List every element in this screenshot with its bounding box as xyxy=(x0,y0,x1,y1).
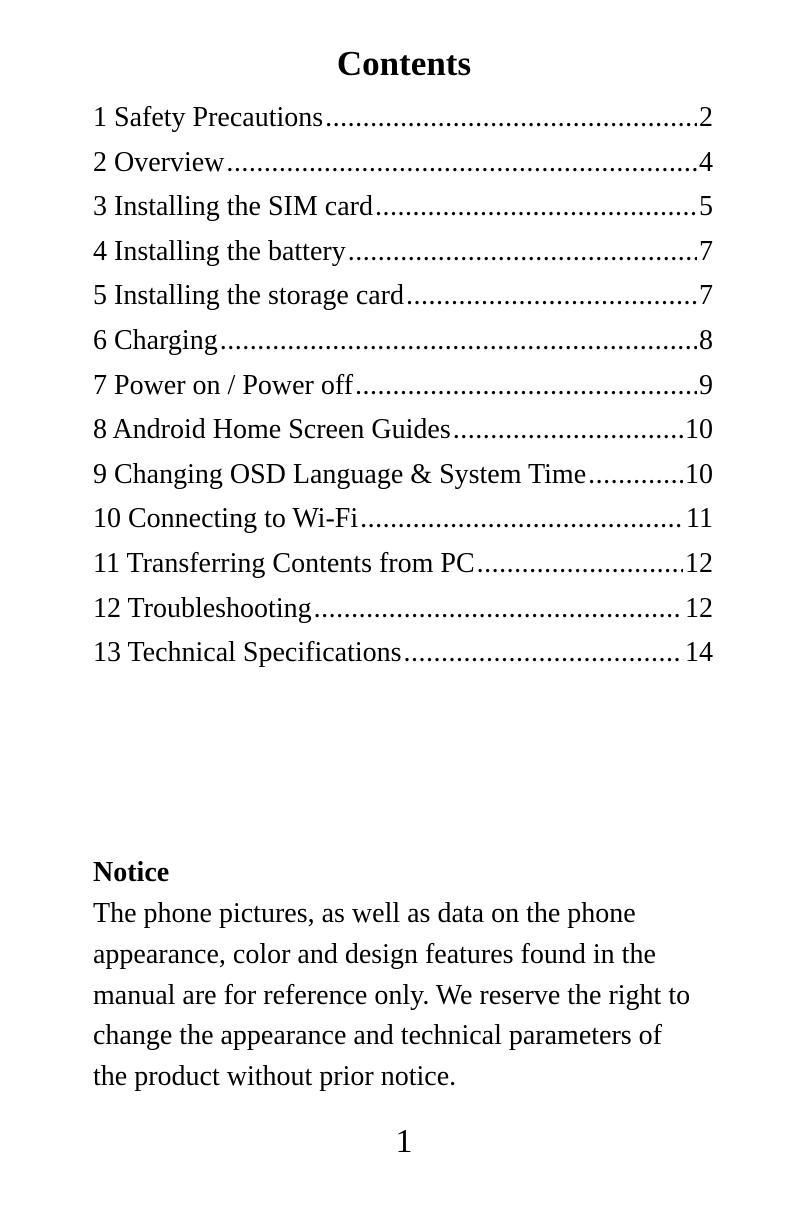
toc-entry-page: 8 xyxy=(699,324,713,356)
toc-entry[interactable] xyxy=(93,497,713,542)
toc-entry-label: 5 Installing the storage card xyxy=(93,280,405,312)
toc-entry[interactable] xyxy=(93,364,713,409)
toc-entry[interactable] xyxy=(93,319,713,364)
toc-leader-dots xyxy=(588,453,683,497)
toc-leader-dots xyxy=(220,319,697,363)
toc-entry-page: 14 xyxy=(685,637,713,669)
page-number: 1 xyxy=(395,1123,413,1160)
toc-entry-label: 4 Installing the battery xyxy=(93,235,346,267)
toc-entry-page: 7 xyxy=(699,235,713,267)
toc-entry-page: 7 xyxy=(699,280,713,312)
toc-leader-dots xyxy=(325,96,697,140)
toc-entry[interactable] xyxy=(93,185,713,230)
toc-leader-dots xyxy=(404,631,683,675)
toc-leader-dots xyxy=(477,542,683,586)
toc-leader-dots xyxy=(360,497,684,541)
toc-entry-label: 6 Charging xyxy=(93,324,218,356)
toc-entry-page: 11 xyxy=(686,503,713,535)
toc-entry[interactable] xyxy=(93,96,713,141)
toc-entry[interactable] xyxy=(93,274,713,319)
toc-entry-page: 12 xyxy=(685,592,713,624)
contents-title: Contents xyxy=(336,44,472,83)
toc-entry-page: 2 xyxy=(699,102,713,133)
toc-entry-label: 1 Safety Precautions xyxy=(93,102,324,133)
toc-entry-label: 2 Overview xyxy=(93,146,225,178)
notice-body: The phone pictures, as well as data on the phone appearance, color and design features found in the manual are for reference only. We reserve the right to change the appearance and technical parameters of the product without prior notice. xyxy=(93,898,691,1093)
toc-leader-dots xyxy=(406,274,697,318)
toc-entry[interactable] xyxy=(93,408,713,453)
toc-entry[interactable] xyxy=(93,631,713,676)
toc-entry[interactable] xyxy=(93,587,713,632)
toc-entry-label: 8 Android Home Screen Guides xyxy=(93,414,451,446)
toc-entry-label: 7 Power on / Power off xyxy=(93,369,354,401)
toc-entry-page: 4 xyxy=(699,146,713,178)
toc-entry-label: 11 Transferring Contents from PC xyxy=(93,547,475,579)
toc-entry-label: 10 Connecting to Wi-Fi xyxy=(93,503,359,535)
toc-entry-page: 9 xyxy=(699,369,713,401)
toc-leader-dots xyxy=(348,230,697,274)
notice-section xyxy=(93,852,733,1098)
table-of-contents xyxy=(93,96,713,676)
notice-heading: Notice xyxy=(93,857,170,888)
toc-entry[interactable] xyxy=(93,453,713,498)
toc-leader-dots xyxy=(453,408,683,452)
toc-leader-dots xyxy=(226,141,697,185)
toc-entry-page: 10 xyxy=(685,458,713,490)
toc-leader-dots xyxy=(314,587,683,631)
toc-entry-label: 12 Troubleshooting xyxy=(93,592,312,624)
toc-entry[interactable] xyxy=(93,230,713,275)
toc-entry-page: 12 xyxy=(685,547,713,579)
toc-entry[interactable] xyxy=(93,542,713,587)
toc-entry[interactable] xyxy=(93,141,713,186)
toc-entry-page: 5 xyxy=(699,191,713,223)
toc-leader-dots xyxy=(355,364,697,408)
toc-entry-label: 13 Technical Specifications xyxy=(93,637,402,669)
toc-entry-label: 3 Installing the SIM card xyxy=(93,191,373,223)
toc-entry-page: 10 xyxy=(685,414,713,446)
toc-leader-dots xyxy=(375,185,697,229)
toc-entry-label: 9 Changing OSD Language & System Time xyxy=(93,458,587,490)
